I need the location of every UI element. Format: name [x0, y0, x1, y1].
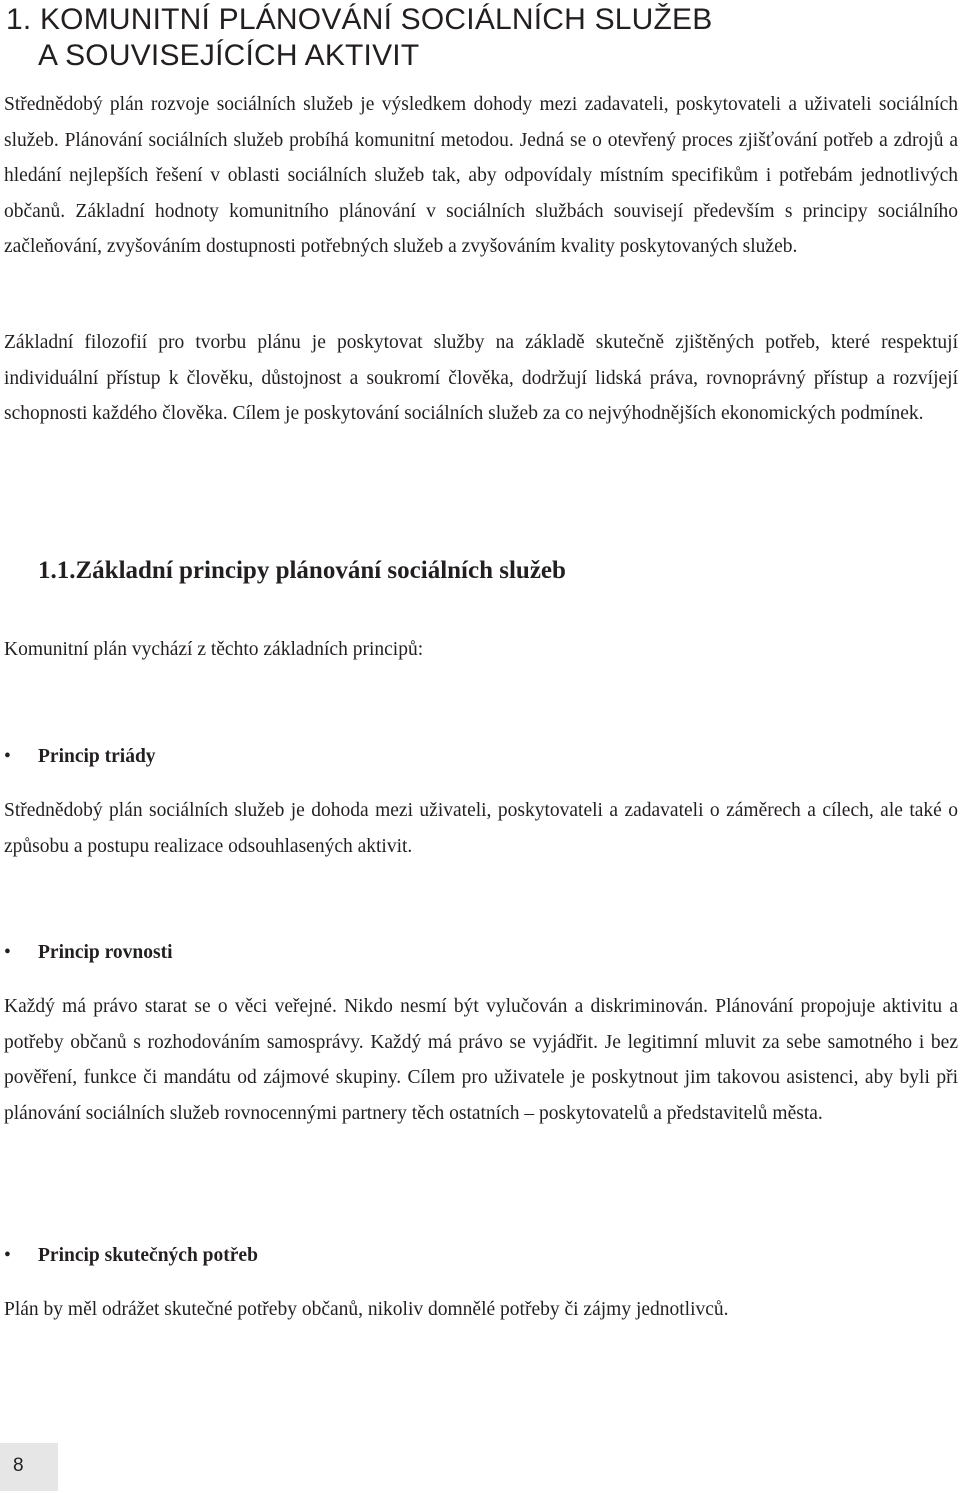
page-number: 8	[13, 1455, 24, 1476]
principle-text-real-needs: Plán by měl odrážet skutečné potřeby občanů, nikoliv domnělé potřeby či zájmy jednotlivců.	[4, 1299, 729, 1320]
principle-heading-text: Princip triády	[38, 746, 156, 767]
principle-heading-text: Princip rovnosti	[38, 942, 173, 963]
principle-heading-text: Princip skutečných potřeb	[38, 1245, 258, 1266]
bullet-marker: •	[4, 746, 11, 767]
chapter-title	[6, 2, 946, 74]
bullet-marker: •	[4, 1245, 11, 1266]
intro-paragraph-2: Základní filozofií pro tvorbu plánu je poskytovat služby na základě skutečně zjištěných potřeb, které respektují individuální přístup k člověku, důstojnost a soukromí člověka, dodržují lidská práva, rovnoprávný přístup a rozvíjejí schopnosti každého člověka. Cílem je poskytování sociálních služeb za co nejvýhodnějších ekonomických podmínek.	[4, 332, 958, 425]
chapter-title-line2: A SOUVISEJÍCÍCH AKTIVIT	[38, 39, 420, 72]
section-title: 1.1.Základní principy plánování sociálních služeb	[38, 557, 566, 584]
bullet-marker: •	[4, 942, 11, 963]
intro-paragraph-1: Střednědobý plán rozvoje sociálních služeb je výsledkem dohody mezi zadavateli, poskytovateli a uživateli sociálních služeb. Plánování sociálních služeb probíhá komunitní metodou. Jedná se o otevřený proces zjišťování potřeb a zdrojů a hledání nejlepších řešení v oblasti sociálních služeb tak, aby odpovídaly místním specifikům i potřebám jednotlivých občanů. Základní hodnoty komunitního plánování v sociálních službách souvisejí především s principy sociálního začleňování, zvyšováním dostupnosti potřebných služeb a zvyšováním kvality poskytovaných služeb.	[4, 94, 958, 258]
principle-text-triad: Střednědobý plán sociálních služeb je dohoda mezi uživateli, poskytovateli a zadavateli o záměrech a cílech, ale také o způsobu a postupu realizace odsouhlasených aktivit.	[4, 800, 958, 857]
principle-heading-triad	[4, 739, 156, 774]
chapter-title-line1: 1. KOMUNITNÍ PLÁNOVÁNÍ SOCIÁLNÍCH SLUŽEB	[6, 3, 713, 36]
principle-heading-equality	[4, 935, 173, 970]
page-number-box	[0, 1443, 58, 1491]
principle-text-equality: Každý má právo starat se o věci veřejné. Nikdo nesmí být vylučován a diskriminován. Plánování propojuje aktivitu a potřeby občanů s rozhodováním samosprávy. Každý má právo se vyjádřit. Je legitimní mluvit za sebe samotného i bez pověření, funkce či mandátu od zájmové skupiny. Cílem pro uživatele je poskytnout jim takovou asistenci, aby byli při plánování sociálních služeb rovnocennými partnery těch ostatních – poskytovatelů a představitelů města.	[4, 996, 958, 1124]
section-lead: Komunitní plán vychází z těchto základních principů:	[4, 639, 424, 660]
principle-heading-real-needs	[4, 1238, 258, 1273]
